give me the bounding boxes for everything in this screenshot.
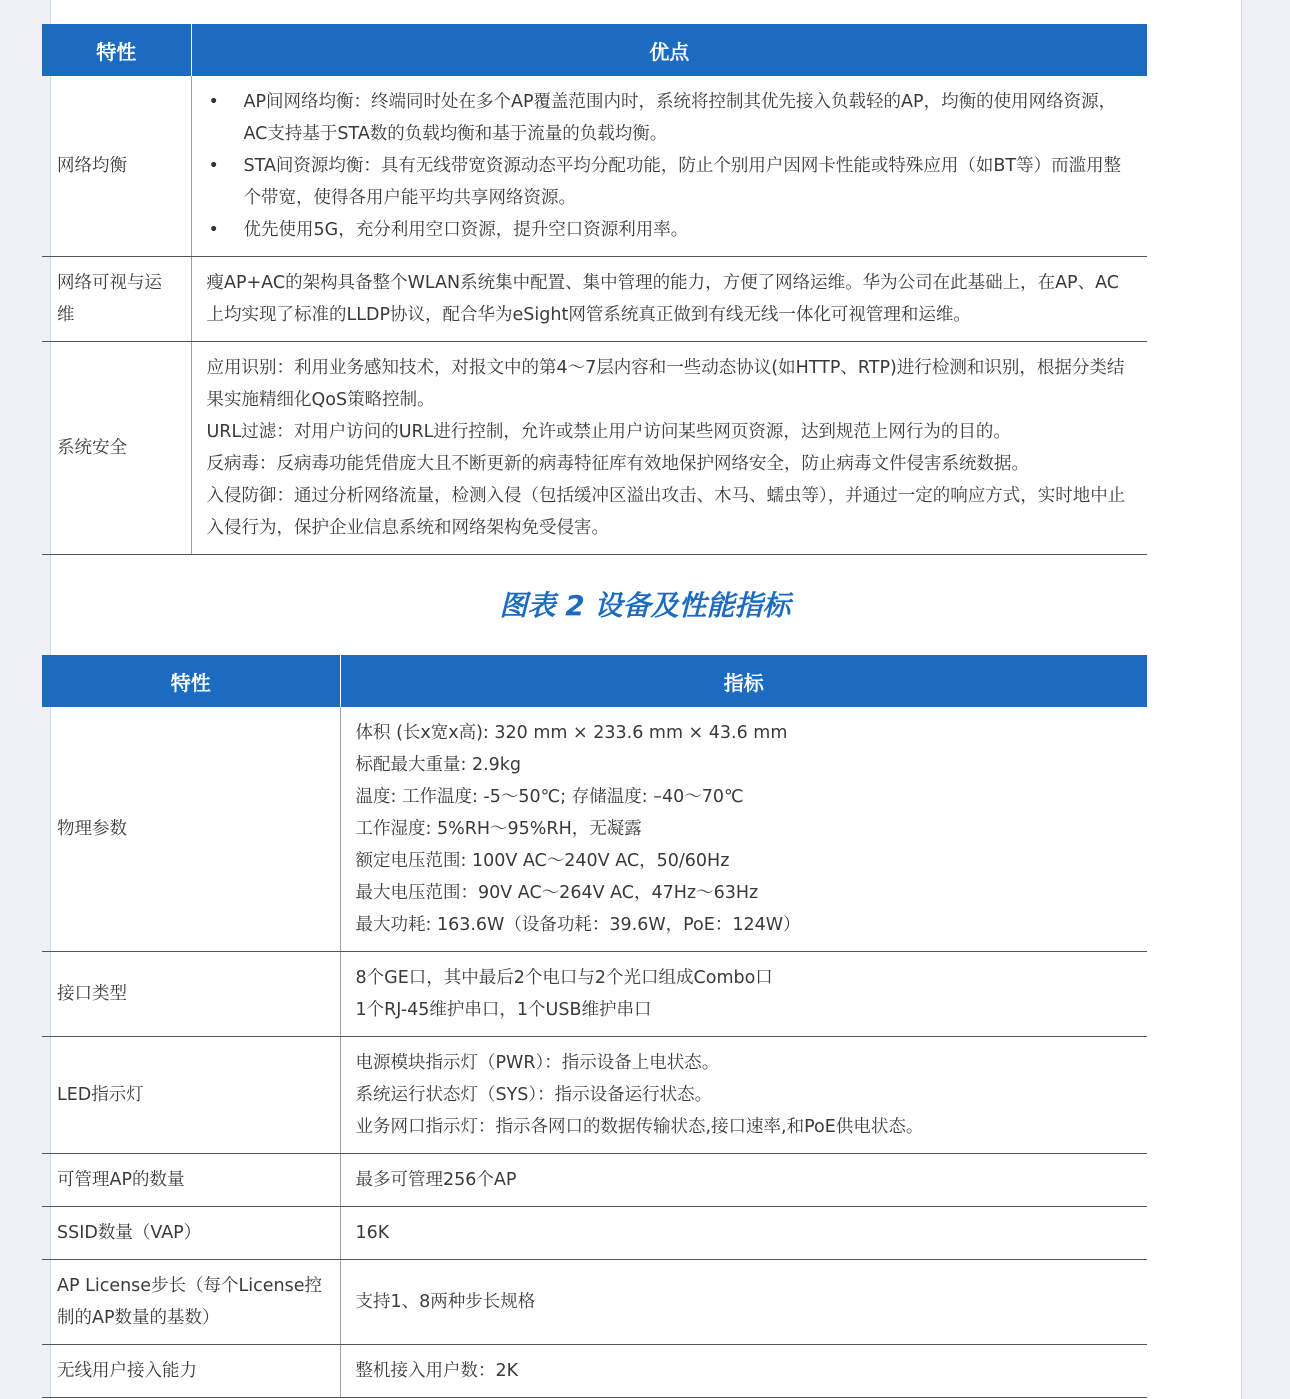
feature-cell: 物理参数 <box>42 707 340 952</box>
feature-cell: 接口类型 <box>42 952 340 1037</box>
table-row <box>42 342 1147 555</box>
spec-line: 温度: 工作温度: -5～50℃; 存储温度: –40～70℃ <box>355 787 744 807</box>
spec-cell <box>340 1037 1147 1154</box>
security-line: 反病毒：反病毒功能凭借庞大且不断更新的病毒特征库有效地保护网络安全，防止病毒文件侵害系统数据。 <box>206 454 1029 474</box>
table-row <box>42 1260 1147 1345</box>
feature-cell: 网络均衡 <box>42 76 191 257</box>
header-spec: 指标 <box>340 655 1147 707</box>
feature-cell: 可管理AP的数量 <box>42 1154 340 1207</box>
header-feature: 特性 <box>42 655 340 707</box>
spec-line: 8个GE口，其中最后2个电口与2个光口组成Combo口 <box>355 968 773 988</box>
table-row <box>42 76 1147 257</box>
feature-cell: LED指示灯 <box>42 1037 340 1154</box>
specs-table <box>42 655 1147 1398</box>
advantage-cell <box>191 342 1147 555</box>
table-header-row <box>42 24 1147 76</box>
bullet-item: • STA间资源均衡：具有无线带宽资源动态平均分配功能，防止个别用户因网卡性能或特殊应用（如BT等）而滥用整个带宽，使得各用户能平均共享网络资源。 <box>207 150 1133 214</box>
spec-line: 最大电压范围：90V AC～264V AC，47Hz～63Hz <box>355 883 759 903</box>
feature-cell: 系统安全 <box>42 342 191 555</box>
spec-line: 最大功耗: 163.6W（设备功耗：39.6W，PoE：124W） <box>355 915 801 935</box>
feature-cell: 无线用户接入能力 <box>42 1345 340 1398</box>
table-caption: 图表 2 设备及性能指标 <box>499 589 791 622</box>
table-header-row <box>42 655 1147 707</box>
spec-line: 额定电压范围: 100V AC～240V AC，50/60Hz <box>355 851 730 871</box>
security-line: 应用识别：利用业务感知技术，对报文中的第4～7层内容和一些动态协议(如HTTP、RTP)进行检测和识别，根据分类结果实施精细化QoS策略控制。 <box>206 358 1125 410</box>
table-row <box>42 257 1147 342</box>
table-row <box>42 707 1147 952</box>
feature-cell: 网络可视与运维 <box>42 257 191 342</box>
spec-cell: 支持1、8两种步长规格 <box>340 1260 1147 1345</box>
spec-line: 电源模块指示灯（PWR）：指示设备上电状态。 <box>355 1053 720 1073</box>
header-advantage: 优点 <box>191 24 1147 76</box>
security-line: URL过滤：对用户访问的URL进行控制，允许或禁止用户访问某些网页资源，达到规范上网行为的目的。 <box>206 422 1011 442</box>
bullet-item: • 优先使用5G，充分利用空口资源，提升空口资源利用率。 <box>207 214 1133 246</box>
spec-line: 标配最大重量: 2.9kg <box>355 755 522 775</box>
advantage-cell <box>191 76 1147 257</box>
bullet-item: • AP间网络均衡：终端同时处在多个AP覆盖范围内时，系统将控制其优先接入负载轻的AP，均衡的使用网络资源，AC支持基于STA数的负载均衡和基于流量的负载均衡。 <box>207 86 1133 150</box>
spec-cell: 16K <box>340 1207 1147 1260</box>
spec-cell <box>340 952 1147 1037</box>
table-row <box>42 952 1147 1037</box>
spec-line: 1个RJ-45维护串口，1个USB维护串口 <box>355 1000 652 1020</box>
feature-cell: SSID数量（VAP） <box>42 1207 340 1260</box>
spec-line: 业务网口指示灯：指示各网口的数据传输状态,接口速率,和PoE供电状态。 <box>355 1117 924 1137</box>
feature-cell: AP License步长（每个License控制的AP数量的基数） <box>42 1260 340 1345</box>
spec-line: 体积 (长x宽x高): 320 mm × 233.6 mm × 43.6 mm <box>355 723 788 743</box>
spec-cell <box>340 707 1147 952</box>
table-row <box>42 1037 1147 1154</box>
spec-line: 系统运行状态灯（SYS）：指示设备运行状态。 <box>355 1085 713 1105</box>
table-row <box>42 1345 1147 1398</box>
advantages-table <box>42 24 1147 555</box>
table-row <box>42 1154 1147 1207</box>
header-feature: 特性 <box>42 24 191 76</box>
spec-cell: 整机接入用户数：2K <box>340 1345 1147 1398</box>
spec-line: 工作湿度: 5%RH～95%RH，无凝露 <box>355 819 642 839</box>
table-row <box>42 1207 1147 1260</box>
advantage-cell: 瘦AP+AC的架构具备整个WLAN系统集中配置、集中管理的能力，方便了网络运维。华为公司在此基础上，在AP、AC上均实现了标准的LLDP协议，配合华为eSight网管系统真正做到有线无线一体化可视管理和运维。 <box>191 257 1147 342</box>
spec-cell: 最多可管理256个AP <box>340 1154 1147 1207</box>
security-line: 入侵防御：通过分析网络流量，检测入侵（包括缓冲区溢出攻击、木马、蠕虫等），并通过一定的响应方式，实时地中止入侵行为，保护企业信息系统和网络架构免受侵害。 <box>206 486 1126 538</box>
